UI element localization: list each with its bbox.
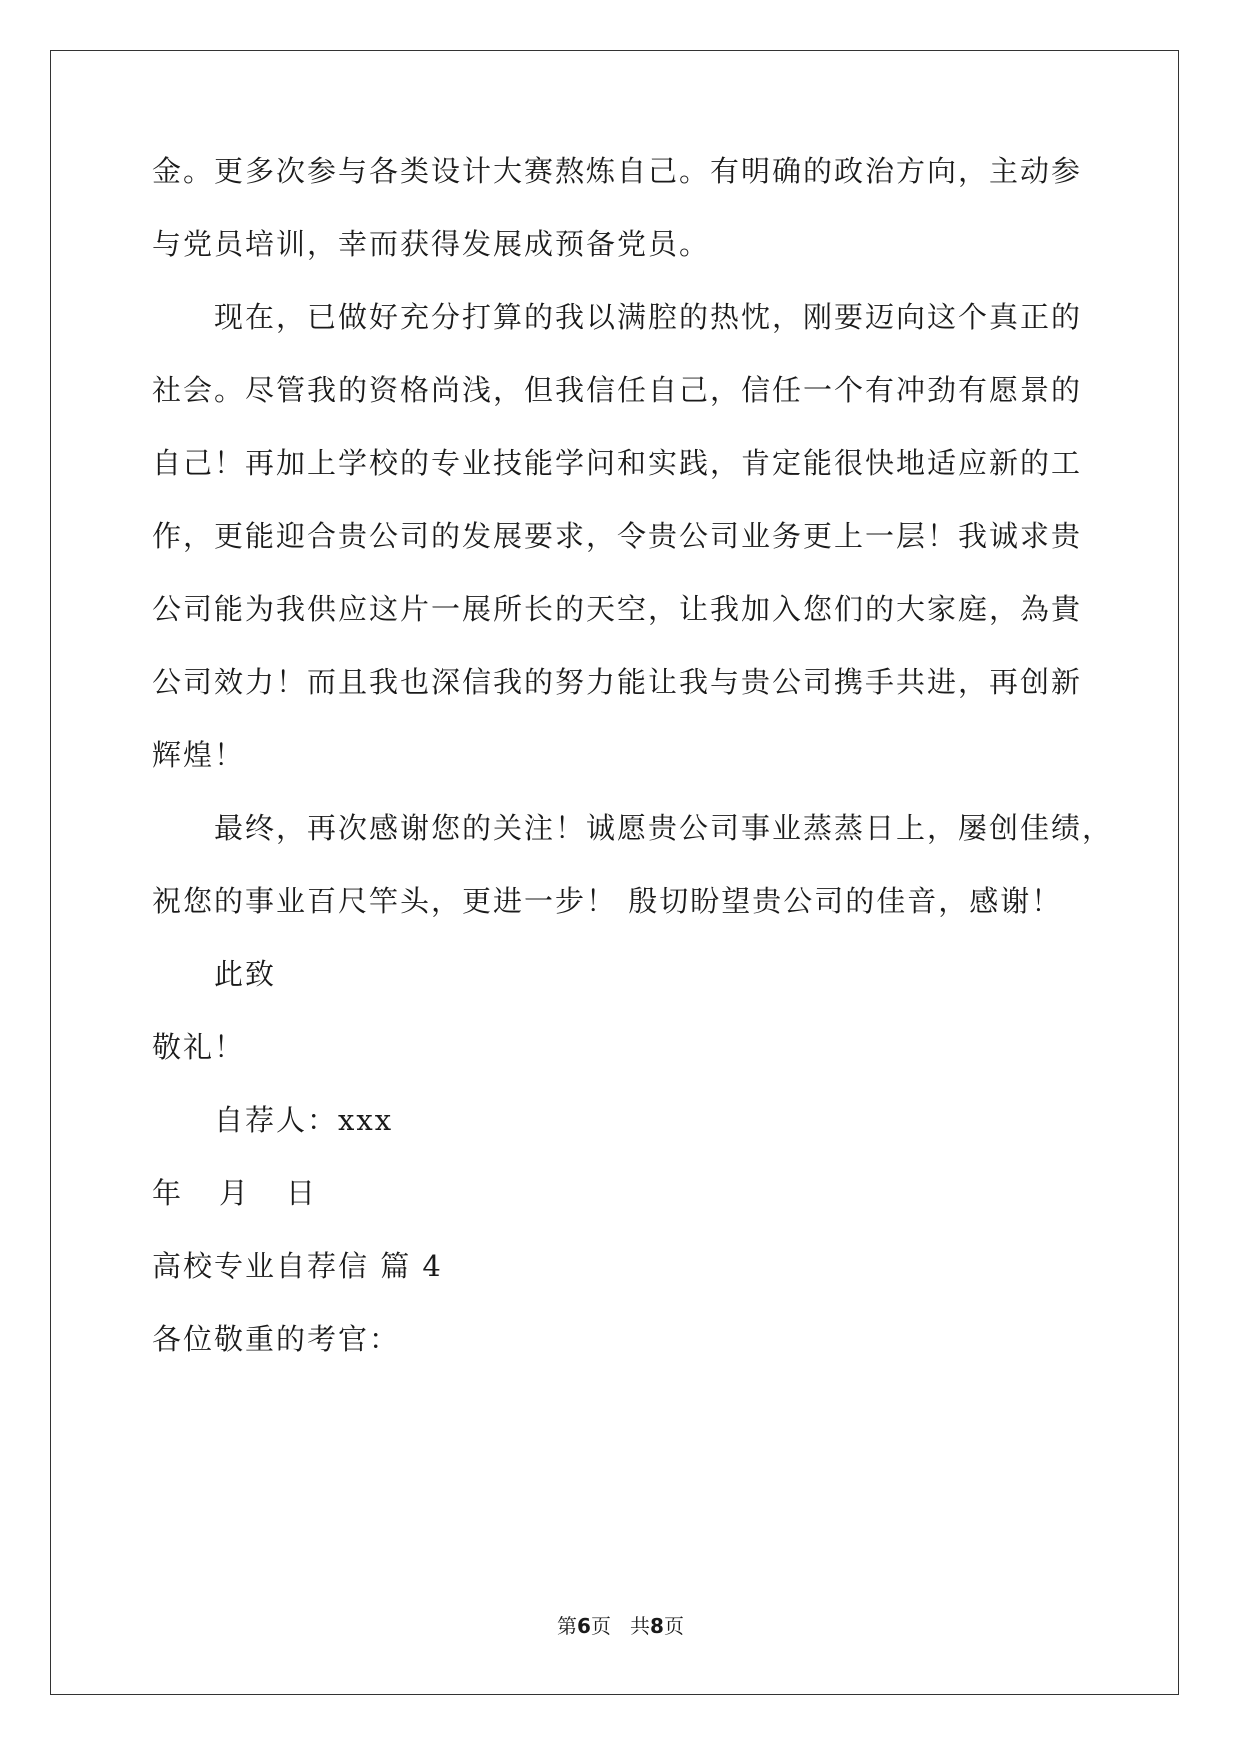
page-total: 8	[650, 1614, 664, 1638]
closing-salutation: 此致	[214, 957, 277, 991]
paragraph-2-line-2: 社会。尽管我的资格尚浅，但我信任自己，信任一个有冲劲有愿景的	[152, 373, 1083, 407]
page-suffix: 页	[590, 1614, 611, 1638]
signer: 自荐人：xxx	[214, 1103, 394, 1137]
date-line	[152, 1175, 317, 1211]
paragraph-1-line-2: 与党员培训，幸而获得发展成预备党员。	[152, 227, 711, 261]
page-frame	[50, 50, 1179, 1695]
paragraph-2-line-3: 自己！再加上学校的专业技能学问和实践，肯定能很快地适应新的工	[152, 446, 1083, 480]
date-month: 月	[219, 1176, 251, 1210]
greeting: 各位敬重的考官：	[152, 1322, 401, 1356]
paragraph-2-line-1: 现在，已做好充分打算的我以满腔的热忱，刚要迈向这个真正的	[214, 300, 1083, 334]
paragraph-3-line-1: 最终，再次感谢您的关注！诚愿贵公司事业蒸蒸日上，屡创佳绩，	[214, 811, 1114, 845]
paragraph-2-line-7: 辉煌！	[152, 738, 246, 772]
page-footer	[0, 1614, 1241, 1638]
paragraph-2-line-6: 公司效力！而且我也深信我的努力能让我与贵公司携手共进，再创新	[152, 665, 1083, 699]
paragraph-3-line-2: 祝您的事业百尺竿头，更进一步！ 殷切盼望贵公司的佳音，感谢！	[152, 884, 1063, 918]
page-prefix: 第	[557, 1614, 578, 1638]
total-suffix: 页	[663, 1614, 684, 1638]
section-heading: 高校专业自荐信 篇 4	[152, 1249, 443, 1283]
date-day: 日	[286, 1176, 318, 1210]
paragraph-1-line-1: 金。更多次参与各类设计大赛熬炼自己。有明确的政治方向，主动参	[152, 154, 1083, 188]
date-year: 年	[152, 1176, 184, 1210]
paragraph-2-line-4: 作，更能迎合贵公司的发展要求，令贵公司业务更上一层！我诚求贵	[152, 519, 1083, 553]
closing-respect: 敬礼！	[152, 1030, 246, 1064]
paragraph-2-line-5: 公司能为我供应这片一展所长的天空，让我加入您们的大家庭，為貴	[152, 592, 1083, 626]
page-current: 6	[577, 1614, 591, 1638]
total-prefix: 共	[630, 1614, 651, 1638]
